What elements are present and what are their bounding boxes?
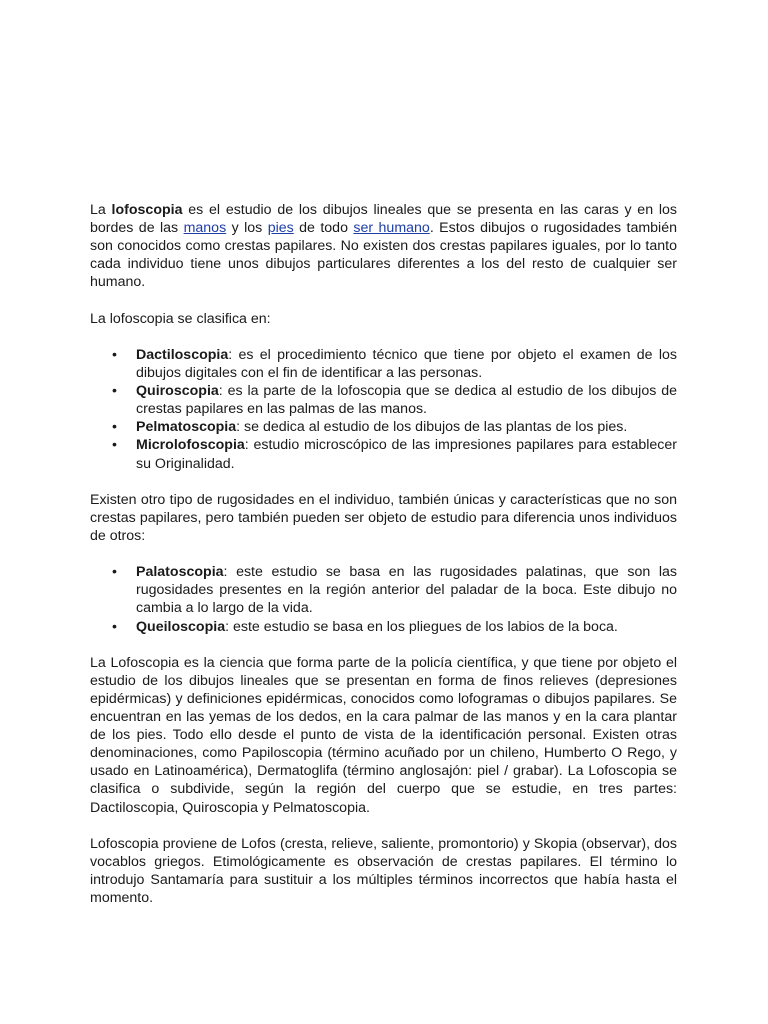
list-item-text: : estudio microscópico de las impresiones papilares para establecer su Originalidad. [136,437,677,472]
link-pies[interactable]: pies [267,220,294,237]
list-item-term: Palatoscopia [136,564,224,581]
bullet-icon: • [112,564,117,581]
document-body [90,201,677,925]
bullet-icon: • [112,383,117,400]
bullet-icon: • [112,419,117,436]
link-ser-humano[interactable]: ser humano [353,220,430,237]
intro-text: es el estudio de los dibujos lineales que se presenta en las caras y en los bordes de las [90,202,677,237]
link-manos[interactable]: manos [183,220,227,237]
list-item-term: Pelmatoscopia [136,419,237,436]
other-rugosities-list [90,563,677,635]
intro-paragraph [90,201,677,291]
bullet-icon: • [112,437,117,454]
other-rugosities-paragraph: Existen otro tipo de rugosidades en el individuo, también únicas y características que no son crestas papilares, pero también pueden ser objeto de estudio para diferencia unos individuos de otros: [90,491,677,544]
list-item-term: Dactiloscopia [136,346,229,363]
list-item [112,436,677,472]
etymology-paragraph: Lofoscopia proviene de Lofos (cresta, relieve, saliente, promontorio) y Skopia (observar), dos vocablos griegos. Etimológicamente es observación de crestas papilares. El término lo introdujo Santamaría para sustituir a los múltiples términos incorrectos que había hasta el momento. [90,835,677,907]
bullet-icon: • [112,346,117,363]
list-item [112,418,677,436]
list-item [112,618,677,636]
list-item-text: : se dedica al estudio de los dibujos de las plantas de los pies. [236,419,628,436]
list-item-text: : este estudio se basa en los pliegues de los labios de la boca. [225,618,618,635]
list-item-term: Queiloscopia [136,618,226,635]
list-item-term: Microlofoscopia [136,437,245,454]
list-item [112,382,677,418]
intro-text: . Estos dibujos o rugosidades también son conocidos como crestas papilares. No existen dos crestas papilares iguales, por lo tanto cada individuo tiene unos dibujos particulares diferentes a los del resto de cualquier ser humano. [90,220,677,291]
intro-text: La [90,202,112,218]
classification-list [90,346,677,473]
science-paragraph: La Lofoscopia es la ciencia que forma parte de la policía científica, y que tiene por objeto el estudio de los dibujos lineales que se presentan en forma de finos relieves (depresiones epidérmicas) y definiciones epidérmicas, conocidos como lofogramas o dibujos papilares. Se encuentran en las yemas de los dedos, en la cara palmar de las manos y en la cara plantar de los pies. Todo ello desde el punto de vista de la identificación personal. Existen otras denominaciones, como Papiloscopia (término acuñado por un chileno, Humberto O Rego, y usado en Latinoamérica), Dermatoglifa (término anglosajón: piel / grabar). La Lofoscopia se clasifica o subdivide, según la región del cuerpo que se estudie, en tres partes: Dactiloscopia, Quiroscopia y Pelmatoscopia. [90,654,677,816]
list-item-text: : es la parte de la lofoscopia que se dedica al estudio de los dibujos de crestas papilares en las palmas de las manos. [136,383,677,418]
list-item-text: : es el procedimiento técnico que tiene por objeto el examen de los dibujos digitales con el fin de identificar a las personas. [136,346,677,382]
list-item [112,346,677,382]
classify-intro-paragraph: La lofoscopia se clasifica en: [90,310,271,327]
list-item-term: Quiroscopia [136,383,219,400]
list-item [112,563,677,617]
intro-text: y los [226,220,268,237]
intro-text: de todo [293,220,354,237]
bullet-icon: • [112,618,117,635]
term-lofoscopia: lofoscopia [111,202,183,218]
list-item-text: : este estudio se basa en las rugosidades palatinas, que son las rugosidades presentes en la región anterior del paladar de la boca. Este dibujo no cambia a lo largo de la vida. [136,564,677,617]
